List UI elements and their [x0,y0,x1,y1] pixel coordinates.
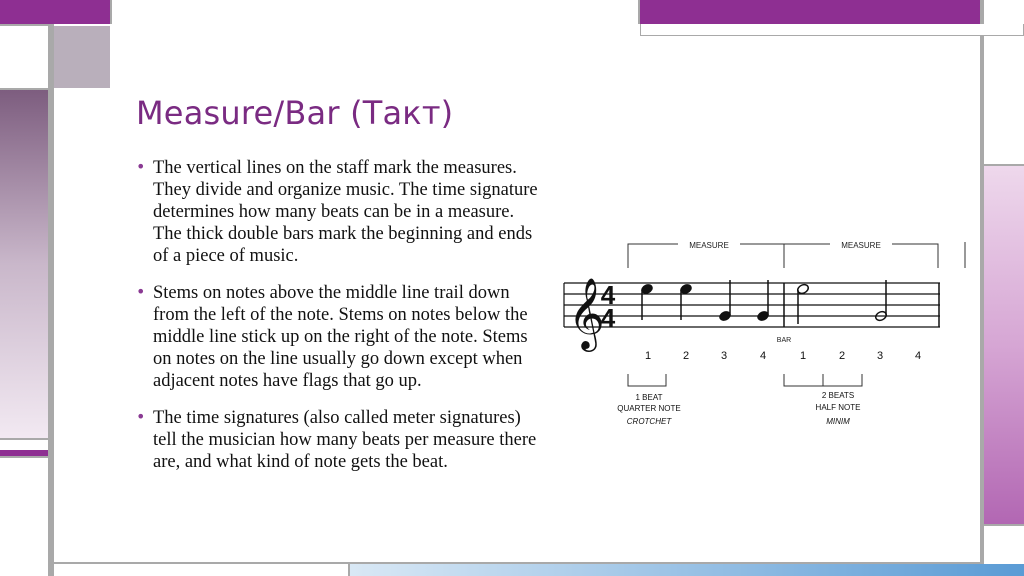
measure-diagram [560,232,970,432]
bullet-text: The time signatures (also called meter signatures) tell the musician how many beats per measure there are, and what kind of note gets the beat. [153,408,537,472]
mauve-accent-square [54,26,110,88]
measure-brackets [628,242,965,268]
measure-label: MEASURE [841,241,881,250]
caption-line: QUARTER NOTE [617,404,681,413]
slide-title: Measure/Bar (Такт) [136,94,454,132]
bullet-icon: • [136,157,146,176]
beat-number: 3 [876,350,884,362]
beat-counts [645,350,921,362]
top-white-strip [112,0,638,24]
bullet-item [136,157,546,267]
bullet-item [136,407,546,473]
time-signature-top: 4 [600,280,616,310]
note-captions [617,391,860,426]
top-left-purple-block [0,0,110,24]
left-white-bottom [0,458,48,576]
right-white-upper [984,26,1024,164]
left-gradient-bar [0,90,48,438]
beat-number: 1 [644,350,652,362]
bullet-list [136,157,546,488]
bottom-white-strip [54,564,348,576]
left-white-block [0,26,48,88]
bullet-text: Stems on notes above the middle line trail down from the left of the note. Stems on notes below the middle line stick up on the right of the note. Stems on notes on the line usually go down except when adjacent notes have flags that go up. [153,283,528,391]
caption-brackets [628,374,862,386]
beat-number: 4 [759,350,767,362]
beat-number: 4 [914,350,922,362]
bullet-item [136,282,546,392]
time-signature-bottom: 4 [600,303,616,333]
bullet-icon: • [136,407,146,426]
caption-line: HALF NOTE [815,403,861,412]
caption-line: CROTCHET [626,417,672,426]
caption-line: 1 BEAT [635,393,663,402]
right-pink-bar [984,166,1024,524]
left-purple-accent [0,450,48,456]
top-right-outline-box [640,24,1024,36]
bottom-blue-strip [350,564,1024,576]
top-right-white-block [984,0,1024,24]
beat-number: 2 [682,350,690,362]
left-white-lower [0,440,48,450]
bar-label: BAR [776,337,792,344]
bullet-text: The vertical lines on the staff mark the measures. They divide and organize music. The time signature determines how many beats can be in a measure. The thick double bars mark the beginning and ends of a piece of music. [153,158,538,266]
beat-number: 1 [799,350,807,362]
staff-lines [564,283,940,327]
treble-clef-icon: 𝄞 [568,279,605,348]
music-staff-figure [560,232,970,432]
measure-label: MEASURE [689,241,729,250]
beat-number: 3 [720,350,728,362]
caption-line: 2 BEATS [821,391,855,400]
bullet-icon: • [136,282,146,301]
half-notes [796,280,887,324]
caption-line: MINIM [826,417,850,426]
top-right-purple-block [640,0,980,24]
beat-number: 2 [838,350,846,362]
